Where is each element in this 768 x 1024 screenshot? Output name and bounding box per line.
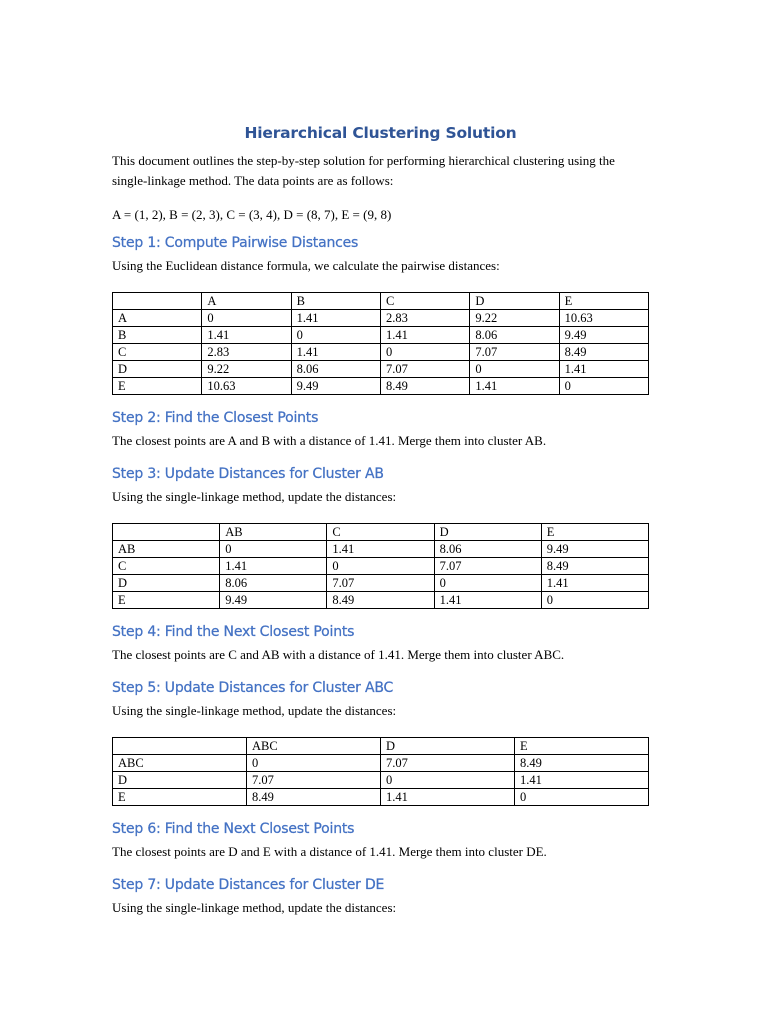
table-row xyxy=(113,327,649,344)
table-cell: 8.49 xyxy=(247,789,381,806)
table-cell: 1.41 xyxy=(202,327,291,344)
table-corner-cell xyxy=(113,738,247,755)
table-header-cell: ABC xyxy=(247,738,381,755)
table-header-cell: E xyxy=(515,738,649,755)
table-cell: 8.49 xyxy=(515,755,649,772)
table-cell: 0 xyxy=(291,327,380,344)
step-5-text: Using the single-linkage method, update the distances: xyxy=(112,703,397,718)
document-title: Hierarchical Clustering Solution xyxy=(244,124,517,142)
table-header-cell: B xyxy=(291,293,380,310)
table-corner-cell xyxy=(113,293,202,310)
table-row xyxy=(113,755,649,772)
table-row xyxy=(113,310,649,327)
table-cell: 0 xyxy=(434,575,541,592)
table-cell: 1.41 xyxy=(559,361,648,378)
table-cell: 0 xyxy=(541,592,648,609)
distance-table-3 xyxy=(112,737,649,806)
table-row-label: AB xyxy=(113,541,220,558)
table-cell: 7.07 xyxy=(470,344,559,361)
table-cell: 2.83 xyxy=(380,310,469,327)
table-header-cell: D xyxy=(470,293,559,310)
table-header-cell: C xyxy=(327,524,434,541)
table-cell: 9.49 xyxy=(291,378,380,395)
table-header-cell: D xyxy=(381,738,515,755)
table-row xyxy=(113,575,649,592)
table-header-row xyxy=(113,738,649,755)
table-row-label: A xyxy=(113,310,202,327)
table-cell: 8.49 xyxy=(559,344,648,361)
table-corner-cell xyxy=(113,524,220,541)
step-4-text: The closest points are C and AB with a distance of 1.41. Merge them into cluster ABC. xyxy=(112,647,565,662)
document-body xyxy=(112,124,649,918)
table-cell: 7.07 xyxy=(381,755,515,772)
table-cell: 8.06 xyxy=(291,361,380,378)
table-cell: 8.49 xyxy=(380,378,469,395)
table-row-label: B xyxy=(113,327,202,344)
table-cell: 10.63 xyxy=(559,310,648,327)
table-cell: 7.07 xyxy=(247,772,381,789)
table-cell: 0 xyxy=(515,789,649,806)
intro-paragraph: This document outlines the step-by-step solution for performing hierarchical clustering using the single-linkage method. The data points are as follows: xyxy=(112,153,615,188)
table-cell: 0 xyxy=(247,755,381,772)
table-cell: 7.07 xyxy=(380,361,469,378)
step-3-text: Using the single-linkage method, update the distances: xyxy=(112,489,397,504)
distance-table-1 xyxy=(112,292,649,395)
table-cell: 8.06 xyxy=(470,327,559,344)
table-cell: 8.06 xyxy=(220,575,327,592)
table-row-label: ABC xyxy=(113,755,247,772)
table-cell: 2.83 xyxy=(202,344,291,361)
table-cell: 0 xyxy=(380,344,469,361)
table-cell: 1.41 xyxy=(541,575,648,592)
table-cell: 9.49 xyxy=(220,592,327,609)
table-cell: 0 xyxy=(202,310,291,327)
table-row-label: D xyxy=(113,575,220,592)
table-row-label: D xyxy=(113,361,202,378)
table-cell: 0 xyxy=(327,558,434,575)
table-row xyxy=(113,789,649,806)
step-6-heading: Step 6: Find the Next Closest Points xyxy=(112,821,355,837)
table-cell: 10.63 xyxy=(202,378,291,395)
step-7-text: Using the single-linkage method, update the distances: xyxy=(112,900,397,915)
table-header-cell: E xyxy=(541,524,648,541)
table-cell: 1.41 xyxy=(434,592,541,609)
step-3-heading: Step 3: Update Distances for Cluster AB xyxy=(112,466,384,482)
table-cell: 1.41 xyxy=(220,558,327,575)
table-row-label: E xyxy=(113,378,202,395)
table-row-label: C xyxy=(113,558,220,575)
step-5-heading: Step 5: Update Distances for Cluster ABC xyxy=(112,680,394,696)
table-cell: 9.49 xyxy=(541,541,648,558)
table-cell: 8.49 xyxy=(541,558,648,575)
table-row-label: C xyxy=(113,344,202,361)
table-cell: 9.22 xyxy=(202,361,291,378)
table-row-label: E xyxy=(113,789,247,806)
table-header-cell: AB xyxy=(220,524,327,541)
table-header-cell: D xyxy=(434,524,541,541)
step-1-text: Using the Euclidean distance formula, we calculate the pairwise distances: xyxy=(112,258,500,273)
step-7-heading: Step 7: Update Distances for Cluster DE xyxy=(112,877,385,893)
table-cell: 1.41 xyxy=(291,310,380,327)
table-row xyxy=(113,592,649,609)
table-row xyxy=(113,378,649,395)
step-1-heading: Step 1: Compute Pairwise Distances xyxy=(112,235,359,251)
table-row xyxy=(113,772,649,789)
table-cell: 0 xyxy=(559,378,648,395)
step-6-text: The closest points are D and E with a distance of 1.41. Merge them into cluster DE. xyxy=(112,844,547,859)
table-header-cell: A xyxy=(202,293,291,310)
table-cell: 1.41 xyxy=(327,541,434,558)
table-header-cell: E xyxy=(559,293,648,310)
table-cell: 7.07 xyxy=(434,558,541,575)
table-row xyxy=(113,344,649,361)
table-cell: 8.49 xyxy=(327,592,434,609)
table-header-row xyxy=(113,524,649,541)
table-cell: 0 xyxy=(470,361,559,378)
table-header-row xyxy=(113,293,649,310)
table-cell: 1.41 xyxy=(381,789,515,806)
table-row xyxy=(113,361,649,378)
table-cell: 1.41 xyxy=(291,344,380,361)
table-cell: 9.49 xyxy=(559,327,648,344)
table-cell: 8.06 xyxy=(434,541,541,558)
table-header-cell: C xyxy=(380,293,469,310)
table-row xyxy=(113,558,649,575)
step-2-heading: Step 2: Find the Closest Points xyxy=(112,410,319,426)
data-points: A = (1, 2), B = (2, 3), C = (3, 4), D = (8, 7), E = (9, 8) xyxy=(112,207,392,222)
table-cell: 9.22 xyxy=(470,310,559,327)
table-row xyxy=(113,541,649,558)
table-cell: 0 xyxy=(381,772,515,789)
table-cell: 1.41 xyxy=(470,378,559,395)
table-row-label: D xyxy=(113,772,247,789)
table-cell: 1.41 xyxy=(515,772,649,789)
distance-table-2 xyxy=(112,523,649,609)
step-4-heading: Step 4: Find the Next Closest Points xyxy=(112,624,355,640)
step-2-text: The closest points are A and B with a distance of 1.41. Merge them into cluster AB. xyxy=(112,433,547,448)
table-row-label: E xyxy=(113,592,220,609)
table-cell: 1.41 xyxy=(380,327,469,344)
table-cell: 7.07 xyxy=(327,575,434,592)
table-cell: 0 xyxy=(220,541,327,558)
